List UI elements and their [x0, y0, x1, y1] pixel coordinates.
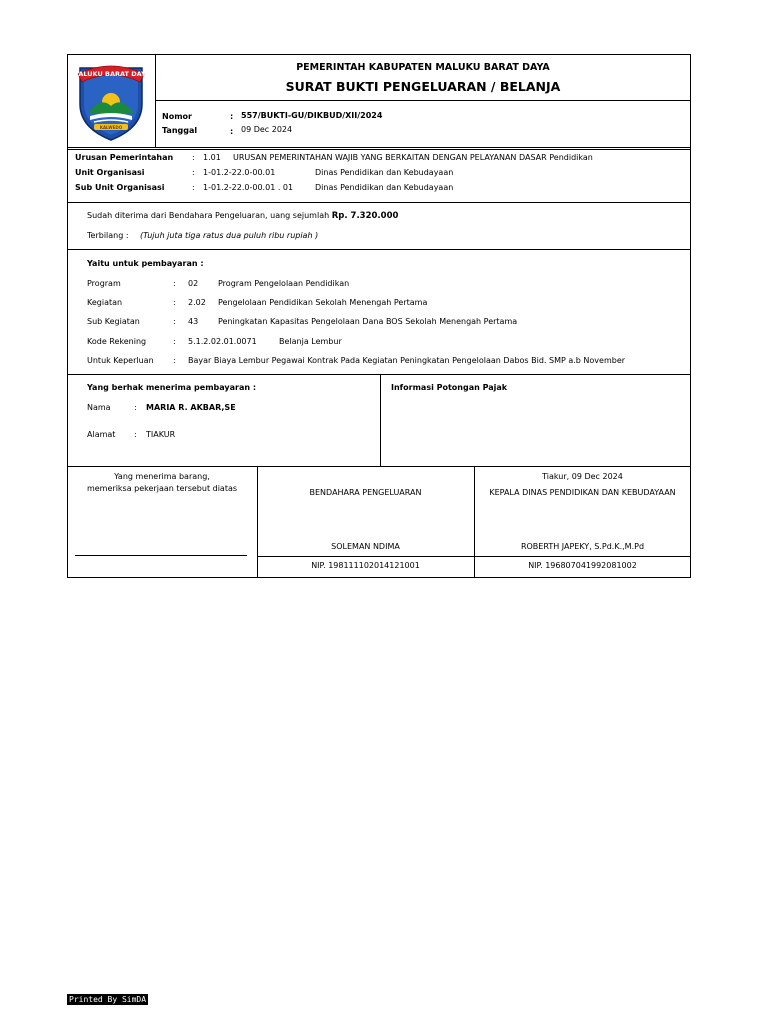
unit-name: Dinas Pendidikan dan Kebudayaan — [315, 168, 454, 177]
kode-rekening-name: Belanja Lembur — [279, 337, 342, 346]
recipient-divider — [67, 466, 691, 467]
head-title: KEPALA DINAS PENDIDIKAN DAN KEBUDAYAAN — [489, 488, 676, 497]
head-name: ROBERTH JAPEKY, S.Pd.K.,M.Pd — [520, 542, 645, 551]
kegiatan-name: Pengelolaan Pendidikan Sekolah Menengah Pertama — [218, 298, 428, 307]
urusan-label: Urusan Pemerintahan — [75, 153, 174, 162]
subunit-sep: : — [192, 183, 195, 192]
receipt-divider — [67, 249, 691, 250]
nama-sep: : — [134, 403, 137, 412]
recipient-heading: Yang berhak menerima pembayaran : — [87, 383, 257, 392]
kegiatan-sep: : — [173, 298, 176, 307]
kegiatan-code: 2.02 — [188, 298, 206, 307]
payment-divider — [67, 374, 691, 375]
svg-text:KALWEDO: KALWEDO — [99, 125, 123, 130]
receiver-line1: Yang menerima barang, — [114, 472, 210, 481]
kode-rekening-code: 5.1.2.02.01.0071 — [188, 337, 257, 346]
subkegiatan-name: Peningkatan Kapasitas Pengelolaan Dana BOS Sekolah Menengah Pertama — [218, 317, 518, 326]
payment-heading: Yaitu untuk pembayaran : — [87, 259, 204, 268]
unit-code: 1-01.2-22.0-00.01 — [203, 168, 276, 177]
subunit-label: Sub Unit Organisasi — [75, 183, 165, 192]
kegiatan-label: Kegiatan — [87, 298, 123, 307]
nip-divider — [257, 556, 691, 557]
government-name: PEMERINTAH KABUPATEN MALUKU BARAT DAYA — [296, 62, 550, 73]
regency-logo — [74, 60, 148, 142]
keperluan-sep: : — [173, 356, 176, 365]
tanggal-value: 09 Dec 2024 — [241, 125, 293, 134]
subkegiatan-code: 43 — [188, 317, 199, 326]
kode-rekening-label: Kode Rekening — [87, 337, 147, 346]
unit-label: Unit Organisasi — [75, 168, 145, 177]
nomor-value: 557/BUKTI-GU/DIKBUD/XII/2024 — [241, 111, 383, 120]
nomor-sep: : — [230, 112, 234, 121]
keperluan-value: Bayar Biaya Lembur Pegawai Kontrak Pada Kegiatan Peningkatan Pengelolaan Dabos Bid. SMP a.b November — [188, 356, 626, 365]
receiver-signature-line — [75, 555, 247, 556]
subkegiatan-sep: : — [173, 317, 176, 326]
urusan-code: 1.01 — [203, 153, 221, 162]
alamat-value: TIAKUR — [146, 430, 176, 439]
urusan-sep: : — [192, 153, 195, 162]
header-divider — [67, 147, 691, 148]
received-amount: Rp. 7.320.000 — [331, 211, 399, 221]
printed-by-stamp: Printed By SimDA — [69, 995, 147, 1004]
program-code: 02 — [188, 279, 199, 288]
tanggal-sep: : — [230, 127, 234, 136]
tanggal-label: Tanggal — [162, 126, 198, 135]
head-nip: NIP. 196807041992081002 — [528, 561, 637, 570]
alamat-label: Alamat — [87, 430, 116, 439]
subunit-code: 1-01.2-22.0-00.01 . 01 — [203, 183, 294, 192]
received-text: Sudah diterima dari Bendahara Pengeluaran, uang sejumlah — [87, 211, 330, 220]
terbilang-value: (Tujuh juta tiga ratus dua puluh ribu rupiah ) — [140, 231, 319, 240]
received-statement — [87, 211, 398, 221]
subunit-name: Dinas Pendidikan dan Kebudayaan — [315, 183, 454, 192]
head-place-date: Tiakur, 09 Dec 2024 — [542, 472, 623, 481]
nama-value: MARIA R. AKBAR,SE — [146, 403, 236, 412]
urusan-name: URUSAN PEMERINTAHAN WAJIB YANG BERKAITAN DENGAN PELAYANAN DASAR Pendidikan — [233, 153, 593, 162]
title-divider — [155, 100, 691, 101]
program-name: Program Pengelolaan Pendidikan — [218, 279, 350, 288]
header-divider-2 — [67, 149, 691, 150]
alamat-sep: : — [134, 430, 137, 439]
tax-info-heading: Informasi Potongan Pajak — [391, 383, 508, 392]
receiver-line2: memeriksa pekerjaan tersebut diatas — [86, 484, 238, 493]
crest-icon — [74, 60, 148, 142]
treasurer-nip: NIP. 198111102014121001 — [311, 561, 420, 570]
nama-label: Nama — [87, 403, 111, 412]
svg-text:MALUKU BARAT DAYA: MALUKU BARAT DAYA — [74, 70, 148, 78]
document-title: SURAT BUKTI PENGELUARAN / BELANJA — [285, 79, 561, 94]
recipient-tax-divider — [380, 374, 381, 466]
terbilang-label: Terbilang : — [87, 231, 129, 240]
org-divider — [67, 202, 691, 203]
program-sep: : — [173, 279, 176, 288]
unit-sep: : — [192, 168, 195, 177]
program-label: Program — [87, 279, 121, 288]
keperluan-label: Untuk Keperluan — [87, 356, 154, 365]
document-frame — [67, 54, 691, 578]
treasurer-name: SOLEMAN NDIMA — [331, 542, 400, 551]
kode-rekening-sep: : — [173, 337, 176, 346]
treasurer-title: BENDAHARA PENGELUARAN — [309, 488, 422, 497]
nomor-label: Nomor — [162, 112, 192, 121]
subkegiatan-label: Sub Kegiatan — [87, 317, 140, 326]
